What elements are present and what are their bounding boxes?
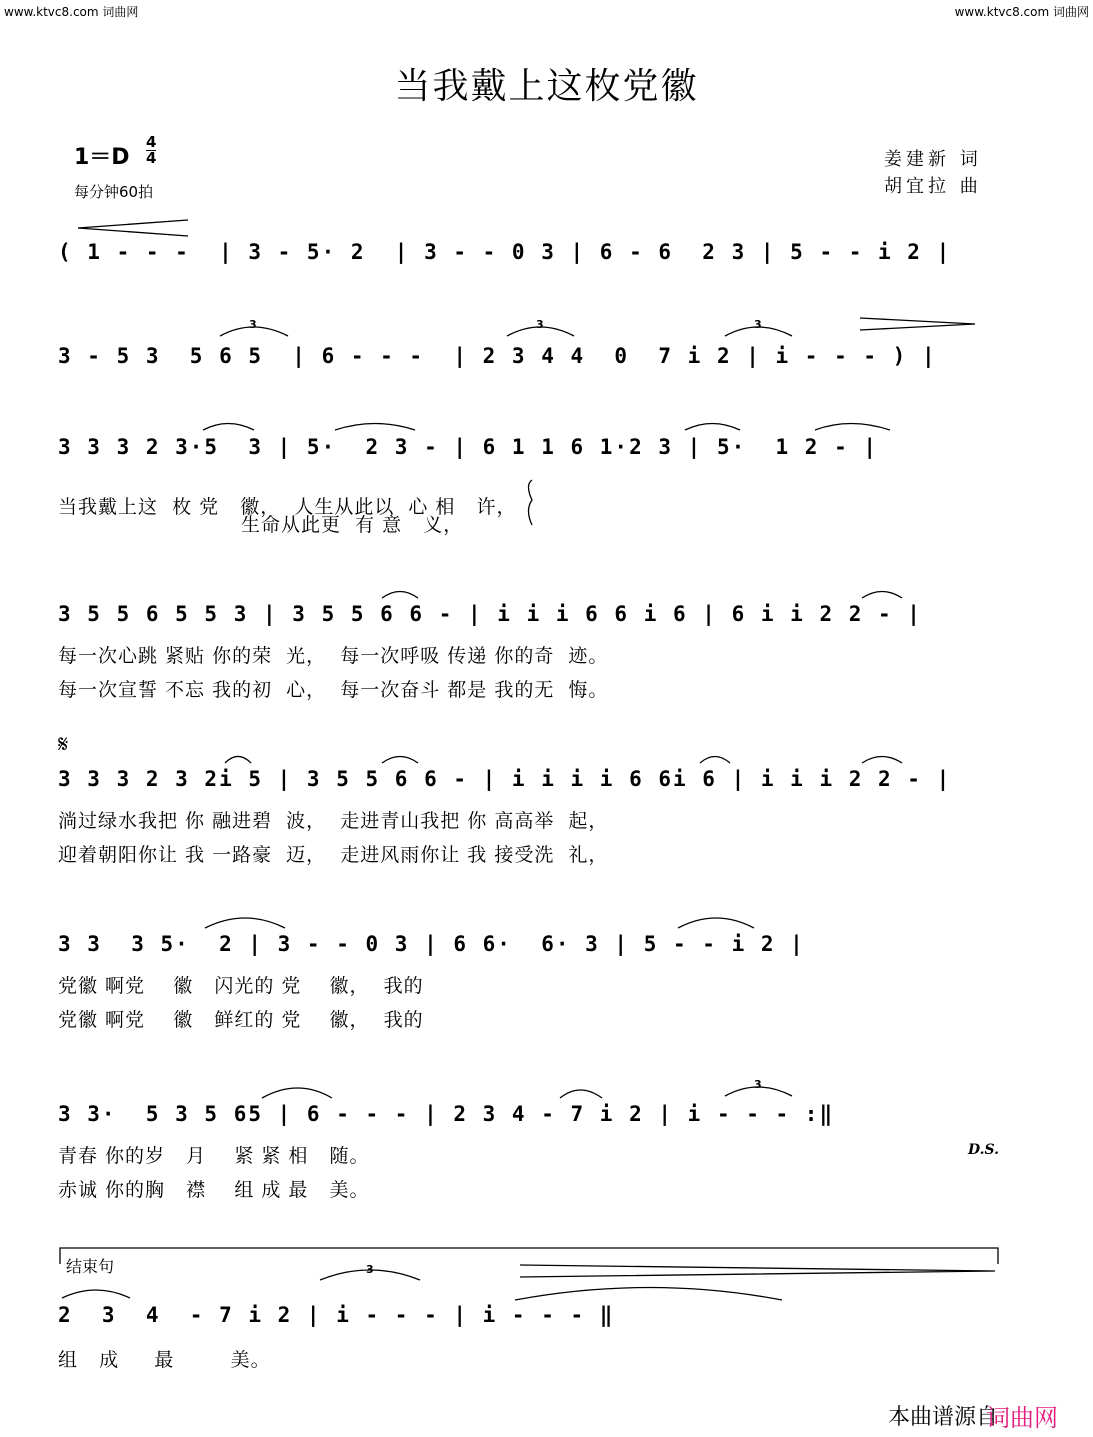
ending-label: 结束句 <box>66 1257 115 1276</box>
lyric-line: 青春 你的岁 月 紧 紧 相 随。 <box>58 1145 370 1167</box>
lyric-line: 党徽 啊党 徽 闪光的 党 徽， 我的 <box>58 975 424 997</box>
slur <box>205 918 285 928</box>
svg-text:3: 3 <box>366 1263 374 1276</box>
svg-text:3: 3 <box>249 318 257 331</box>
segno-sign: 𝄋 <box>58 730 69 758</box>
slur <box>225 757 251 764</box>
source-text: 本曲谱源自 <box>887 1405 998 1430</box>
crescendo-hairpin <box>78 220 188 236</box>
tempo-marking: 每分钟60拍 <box>74 183 154 201</box>
notation-row: 3 3 3 2 3·5 3 | 5· 2 3 - | 6 1 1 6 1·2 3 | 5· 1 2 - | <box>58 435 879 459</box>
lyric-line: 每一次心跳 紧贴 你的荣 光， 每一次呼吸 传递 你的奇 迹。 <box>58 645 609 667</box>
svg-text:3: 3 <box>754 1078 762 1091</box>
slur <box>262 1088 332 1098</box>
lyric-line: 生命从此更 有 意 义， <box>58 514 464 536</box>
lyric-line: 党徽 啊党 徽 鲜红的 党 徽， 我的 <box>58 1009 424 1031</box>
slur <box>678 918 754 928</box>
notation-row: ( 1 - - - | 3 - 5· 2 | 3 - - 0 3 | 6 - 6 2 3 | 5 - - i 2 | <box>58 240 952 264</box>
tie <box>515 1288 782 1301</box>
dal-segno-mark: D.S. <box>968 1142 1000 1158</box>
ending-bracket <box>60 1248 998 1264</box>
notation-row: 3 5 5 6 5 5 3 | 3 5 5 6 6 - | i i i 6 6 i 6 | 6 i i 2 2 - | <box>58 602 922 626</box>
source-site-link[interactable]: 词曲网 <box>986 1404 1058 1432</box>
lyric-line: 迎着朝阳你让 我 一路豪 迈， 走进风雨你让 我 接受洗 礼， <box>58 844 609 866</box>
decrescendo-hairpin <box>860 318 975 330</box>
composer: 胡宜拉 曲 <box>884 176 982 197</box>
slur <box>203 424 254 431</box>
slur <box>862 592 902 599</box>
time-signature-top: 4 <box>146 133 157 151</box>
notation-row: 3 - 5 3 5 6 5 | 6 - - - | 2 3 4 4 0 7 i 2 | i - - - ) | <box>58 344 937 368</box>
notation-row: 3 3 3 5· 2 | 3 - - 0 3 | 6 6· 6· 3 | 5 - - i 2 | <box>58 932 805 956</box>
watermark-left: www.ktvc8.com 词曲网 <box>4 5 139 19</box>
lyricist: 姜建新 词 <box>884 149 982 170</box>
slur <box>382 592 418 599</box>
slur <box>560 1090 602 1098</box>
slur <box>685 424 740 431</box>
slur <box>862 757 902 764</box>
decrescendo-hairpin <box>520 1265 995 1277</box>
page-title: 当我戴上这枚党徽 <box>394 66 699 107</box>
lyric-line: 赤诚 你的胸 襟 组 成 最 美。 <box>58 1179 370 1201</box>
verse-brace <box>529 480 533 525</box>
watermark-right: www.ktvc8.com 词曲网 <box>954 5 1089 19</box>
slur <box>335 424 415 431</box>
slur <box>62 1290 130 1298</box>
lyric-line: 组 成 最 美。 <box>58 1349 271 1371</box>
svg-text:3: 3 <box>754 318 762 331</box>
lyric-line: 每一次宣誓 不忘 我的初 心， 每一次奋斗 都是 我的无 悔。 <box>58 679 609 701</box>
notation-row: 3 3· 5 3 5 65 | 6 - - - | 2 3 4 - 7 i 2 | i - - - :‖ <box>58 1102 835 1126</box>
slur <box>700 757 730 764</box>
key-signature: 1＝D <box>74 145 130 170</box>
notation-row: 3 3 3 2 3 2i 5 | 3 5 5 6 6 - | i i i i 6 6i 6 | i i i 2 2 - | <box>58 767 952 791</box>
slur <box>815 424 890 431</box>
time-signature-bottom: 4 <box>146 149 157 167</box>
slur <box>382 757 418 764</box>
lyric-line: 淌过绿水我把 你 融进碧 波， 走进青山我把 你 高高举 起， <box>58 810 609 832</box>
lyric-line: 当我戴上这 枚 党 徽， 人生从此以 心 相 许， <box>58 496 517 518</box>
notation-row: 2 3 4 - 7 i 2 | i - - - | i - - - ‖ <box>58 1303 615 1327</box>
svg-text:3: 3 <box>536 318 544 331</box>
